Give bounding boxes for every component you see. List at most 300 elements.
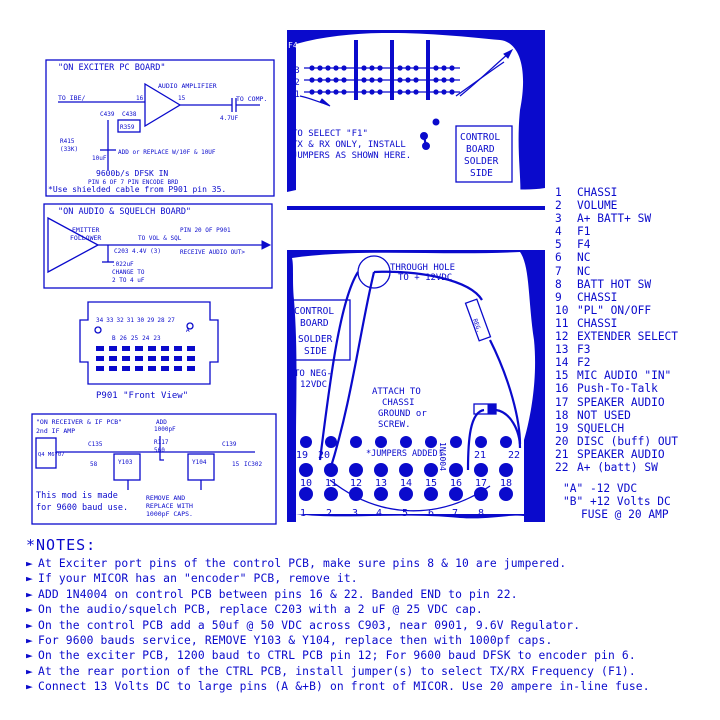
rx-audio-label: RECEIVE AUDIO OUT> <box>180 249 246 256</box>
shield-note: *Use shielded cable from P901 pin 35. <box>48 185 227 194</box>
note-text: For 9600 bauds service, REMOVE Y103 & Y104, replace then with 1000pf caps. <box>38 634 553 648</box>
jumper-pad <box>413 65 418 70</box>
through-hole-label: THROUGH HOLE <box>390 263 456 273</box>
to-comp-label: TO COMP. <box>236 95 268 103</box>
audio-squelch-panel <box>44 204 272 288</box>
arrow-icon: ► <box>26 649 33 663</box>
fuse-line: FUSE @ 20 AMP <box>581 508 669 521</box>
jumper-pad <box>309 77 314 82</box>
connector-pin <box>161 356 169 361</box>
remove-note-1: REMOVE AND <box>146 494 186 502</box>
r117-value: 560 <box>154 447 165 454</box>
pin-list-item <box>555 225 720 238</box>
pin-list-item <box>555 356 720 369</box>
jumper-pad <box>341 65 346 70</box>
jumper-pad <box>341 89 346 94</box>
jumper-pad <box>377 41 382 46</box>
jumper-pad <box>441 89 446 94</box>
exciter-board-panel <box>46 60 274 196</box>
pin-function: NOT USED <box>577 408 631 422</box>
row-pin-label: 16 <box>450 478 463 489</box>
pin-list-item <box>555 199 720 212</box>
row-pin-label: 15 <box>425 478 438 489</box>
control-pad <box>474 463 488 477</box>
pin-number: 15 <box>555 369 569 383</box>
control-board-bottom <box>287 250 545 522</box>
bottom-pin-label: 6 <box>428 508 435 519</box>
note-line <box>26 571 716 586</box>
control-pad <box>500 436 512 448</box>
jumper-pad <box>413 77 418 82</box>
connector-pin <box>122 366 130 371</box>
note-line <box>26 556 716 571</box>
pin-number: 14 <box>555 356 569 370</box>
control-pad <box>349 487 363 501</box>
note-text: If your MICOR has an "encoder" PCB, remove it. <box>38 572 358 586</box>
jumper-pad <box>397 65 402 70</box>
control-pad <box>499 487 513 501</box>
board-label-1: CONTROL <box>460 132 501 143</box>
receiver-board-panel <box>32 414 276 524</box>
connector-pin <box>135 356 143 361</box>
jumper-pad <box>333 65 338 70</box>
p901-top-pins: 34 33 32 31 30 29 28 27 <box>96 317 175 324</box>
follower-label: FOLLOWER <box>70 234 102 242</box>
bottom-pin-label: 7 <box>452 508 459 519</box>
control-pad <box>424 487 438 501</box>
board-label-3: SOLDER <box>464 156 499 167</box>
connector-pin <box>109 356 117 361</box>
jumper-pad <box>377 77 382 82</box>
connector-pin <box>148 366 156 371</box>
bottom-pin-label: 8 <box>478 508 485 519</box>
pin-list-item <box>555 238 720 251</box>
pin-function: F3 <box>577 343 591 357</box>
to-neg-volts: 12VDC <box>300 380 328 390</box>
row-pin-label: 10 <box>300 478 313 489</box>
jumper-pad <box>325 65 330 70</box>
ic-label: Q4 M6707 <box>38 452 65 458</box>
connector-pin <box>174 366 182 371</box>
control-pad <box>374 463 388 477</box>
jumper-pad <box>369 41 374 46</box>
row-pin-label: 13 <box>375 478 388 489</box>
jumper-pad <box>341 77 346 82</box>
connector-pin <box>161 366 169 371</box>
jumper-pad <box>433 41 438 46</box>
jumper-bar <box>354 40 358 100</box>
jumper-pad <box>377 89 382 94</box>
note-text: At the rear portion of the CTRL PCB, install jumper(s) to select TX/RX Frequency (F1). <box>38 664 636 678</box>
baud-note: 9600b/s DFSK IN <box>96 169 169 178</box>
control-pad <box>425 436 437 448</box>
c203-label: C203 4.4V (3) <box>114 248 161 255</box>
bottom-board-label-4: SIDE <box>304 346 327 357</box>
pin-function: BATT HOT SW <box>577 277 652 291</box>
control-pad <box>374 487 388 501</box>
attach-label-3: GROUND or <box>378 409 427 419</box>
jumper-pad <box>433 89 438 94</box>
jumper-pad <box>317 77 322 82</box>
jumper-pad <box>361 41 366 46</box>
pin-function: SPEAKER AUDIO <box>577 447 665 461</box>
pin-list-item <box>555 265 720 278</box>
jumper-pad <box>361 77 366 82</box>
jumper-pad <box>405 41 410 46</box>
pin-note: PIN 6 OF 7 PIN ENCODE BRD <box>88 179 179 186</box>
remove-note-3: 1000pF CAPS. <box>146 510 193 518</box>
jumper-pad <box>317 41 322 46</box>
to-ibe-label: TO IBE/ <box>58 94 86 102</box>
receiver-subtitle: 2nd IF AMP <box>36 427 76 435</box>
note-line <box>26 664 716 679</box>
connector-pin <box>96 346 104 351</box>
bottom-pin-label: 5 <box>402 508 409 519</box>
control-pad <box>299 487 313 501</box>
pin-function: CHASSI <box>577 316 618 330</box>
note-text: ADD 1N4004 on control PCB between pins 16 & 22. Banded END to pin 22. <box>38 587 518 601</box>
jumper-pad <box>397 77 402 82</box>
jumper-pad <box>441 77 446 82</box>
control-board-top <box>287 30 545 210</box>
freq-label-f2: F2 <box>289 78 300 88</box>
control-pad <box>324 463 338 477</box>
connector-pin <box>187 366 195 371</box>
pin-number: 20 <box>555 434 569 448</box>
notes-heading: *NOTES: <box>26 536 97 554</box>
exciter-title: "ON EXCITER PC BOARD" <box>58 63 166 73</box>
r415-label: R415 <box>60 138 75 145</box>
connector-pin <box>135 346 143 351</box>
c203-value: .022uF <box>112 261 134 268</box>
c135-label: C135 <box>88 441 103 448</box>
jumper-bar <box>390 40 394 100</box>
pin-list-item <box>555 278 720 291</box>
jumper-pad <box>397 41 402 46</box>
connector-pin <box>148 346 156 351</box>
pin-15-label: 15 <box>178 95 186 102</box>
pin-list-item <box>555 461 720 474</box>
control-pad <box>449 463 463 477</box>
board-label-4: SIDE <box>470 168 493 179</box>
jumper-pad <box>325 77 330 82</box>
pin-function: SQUELCH <box>577 421 625 435</box>
audio-title: "ON AUDIO & SQUELCH BOARD" <box>58 207 192 217</box>
jumper-pad <box>441 65 446 70</box>
jumper-pad <box>309 65 314 70</box>
pin-function: A+ BATT+ SW <box>577 212 652 226</box>
control-pad <box>499 463 513 477</box>
freq-label-f4: F4 <box>288 41 298 50</box>
change-label: CHANGE TO <box>112 269 145 276</box>
arrow-icon: ► <box>26 603 33 617</box>
jumper-pad <box>341 41 346 46</box>
jumper-pad <box>309 41 314 46</box>
upper-pin-label: 22 <box>508 450 521 461</box>
pin-list-item <box>555 291 720 304</box>
add-label: ADD <box>156 419 167 426</box>
jumper-pad <box>333 89 338 94</box>
pin-number: 12 <box>555 330 569 344</box>
arrow-icon: ► <box>26 557 33 570</box>
row-pin-label: 14 <box>400 478 413 489</box>
pin-function: EXTENDER SELECT <box>577 330 679 344</box>
jumper-pad <box>369 77 374 82</box>
cap-note: ADD or REPLACE W/10F & 10UF <box>118 149 216 156</box>
connector-pin <box>109 366 117 371</box>
change-value: 2 TO 4 uF <box>112 277 145 284</box>
pin-number: 16 <box>555 382 569 396</box>
attach-label-2: CHASSI <box>382 398 415 408</box>
row-pin-label: 18 <box>500 478 513 489</box>
c439-label: C439 <box>100 111 115 118</box>
pin-number: 17 <box>555 395 569 409</box>
jumper-pad <box>325 41 330 46</box>
emitter-label: EMITTER <box>72 226 100 234</box>
y103-label: Y103 <box>118 459 133 466</box>
note-line <box>26 587 716 602</box>
r415-value: (33K) <box>60 146 79 153</box>
note-line <box>26 633 716 648</box>
mod-note-2: for 9600 baud use. <box>36 503 129 513</box>
note-line <box>26 648 716 663</box>
jumper-bar <box>426 40 430 100</box>
pin-list-item <box>555 317 720 330</box>
control-pad <box>350 436 362 448</box>
c139-label: C139 <box>222 441 237 448</box>
row-pin-label: 11 <box>325 478 338 489</box>
pin-number: 1 <box>555 186 562 199</box>
notes-section <box>26 536 716 695</box>
pin-number: 7 <box>555 264 562 278</box>
cap-value-label: 4.7UF <box>220 115 239 122</box>
pin-list-item <box>555 304 720 317</box>
pin-function: F1 <box>577 225 591 239</box>
select-note-3: JUMPERS AS SHOWN HERE. <box>292 151 412 161</box>
jumper-pad <box>317 89 322 94</box>
jumper-pad <box>449 89 454 94</box>
note-text: On the audio/squelch PCB, replace C203 with a 2 uF @ 25 VDC cap. <box>38 603 483 617</box>
bottom-pin-label: 1 <box>300 508 307 519</box>
pin-list-item <box>555 396 720 409</box>
arrow-icon: ► <box>26 680 33 694</box>
jumper-pad <box>333 77 338 82</box>
p901-caption: P901 "Front View" <box>96 391 189 401</box>
jumper-pad <box>369 65 374 70</box>
resistor-label: REG. <box>470 317 483 334</box>
bottom-pin-label: 3 <box>352 508 359 519</box>
connector-pin <box>148 356 156 361</box>
pin-function: VOLUME <box>577 199 618 213</box>
diode-label: 1N4004 <box>438 442 447 471</box>
arrow-icon: ► <box>26 572 33 586</box>
jumper-pad <box>413 41 418 46</box>
control-pad <box>475 436 487 448</box>
jumper-pad <box>397 89 402 94</box>
c438-label: C438 <box>122 111 137 118</box>
jumper-pad <box>325 89 330 94</box>
pin-list-item <box>555 409 720 422</box>
pin-list-item <box>555 251 720 264</box>
pin-list-item <box>555 330 720 343</box>
pin-number: 5 <box>555 238 562 252</box>
board-label-2: BOARD <box>466 144 495 155</box>
p901-a-label: A <box>186 327 190 334</box>
connector-pin <box>187 346 195 351</box>
row-pin-label: 12 <box>350 478 363 489</box>
receiver-title: "ON RECEIVER & IF PCB" <box>36 418 123 426</box>
jumper-pad <box>405 89 410 94</box>
arrow-icon: ► <box>26 664 33 678</box>
r359-label: R359 <box>120 124 135 131</box>
pin-function: NC <box>577 264 591 278</box>
remove-note-2: REPLACE WITH <box>146 502 193 510</box>
pin-list-item <box>555 212 720 225</box>
pin-number: 19 <box>555 421 569 435</box>
audio-amp-label: AUDIO AMPLIFIER <box>158 82 217 90</box>
voltage-legend <box>563 482 713 521</box>
jumper-pad <box>377 65 382 70</box>
y104-label: Y104 <box>192 459 207 466</box>
connector-pin <box>96 366 104 371</box>
pin-list-item <box>555 343 720 356</box>
to-neg-label: TO NEG- <box>294 369 332 379</box>
pin-function: MIC AUDIO "IN" <box>577 369 672 383</box>
control-pad <box>400 436 412 448</box>
jumper-pad <box>309 89 314 94</box>
pin-function: A+ (batt) SW <box>577 460 658 474</box>
arrow-icon: ► <box>26 587 33 601</box>
pin-function: F4 <box>577 238 591 252</box>
r117-label: R117 <box>154 439 169 446</box>
pin-list-item <box>555 448 720 461</box>
mod-note-1: This mod is made <box>36 491 118 501</box>
pin-list-item <box>555 382 720 395</box>
pin-function: F2 <box>577 356 591 370</box>
connector-pin <box>109 346 117 351</box>
bottom-board-label-3: SOLDER <box>298 334 333 345</box>
control-pad <box>450 436 462 448</box>
pin-15b-label: 15 <box>232 461 240 468</box>
pin-function: "PL" ON/OFF <box>577 303 652 317</box>
jumper-pad <box>405 65 410 70</box>
connector-pin <box>122 356 130 361</box>
pin-number: 3 <box>555 212 562 226</box>
pin-number: 6 <box>555 251 562 265</box>
pin-number: 10 <box>555 303 569 317</box>
select-note-2: TX & RX ONLY, INSTALL <box>292 140 406 150</box>
arrow-icon: ► <box>26 634 33 648</box>
jumper-pad <box>433 65 438 70</box>
pin-number: 22 <box>555 460 569 474</box>
pin-list-item <box>555 186 720 199</box>
control-pad <box>349 463 363 477</box>
pin-number: 21 <box>555 447 569 461</box>
ic302-label: IC302 <box>244 461 263 468</box>
note-line <box>26 618 716 633</box>
connector-pin <box>135 366 143 371</box>
upper-pin-label: 21 <box>474 450 487 461</box>
add-value: 1000pF <box>154 426 176 433</box>
pin-58-label: 58 <box>90 461 98 468</box>
pin-number: 9 <box>555 290 562 304</box>
note-line <box>26 679 716 694</box>
bottom-board-label-1: CONTROL <box>294 306 335 317</box>
pin-function: NC <box>577 251 591 265</box>
through-hole-volts: TO + 12VDC <box>398 273 453 283</box>
to-vol-label: TO VOL & SQL <box>138 235 182 242</box>
connector-pin <box>96 356 104 361</box>
freq-label-f3: F3 <box>289 66 300 76</box>
pin-list-item <box>555 422 720 435</box>
jumper-pad <box>449 77 454 82</box>
bottom-pin-label: 4 <box>376 508 383 519</box>
pin-function: DISC (buff) OUT <box>577 434 679 448</box>
bottom-board-label-2: BOARD <box>300 318 329 329</box>
control-pad <box>474 487 488 501</box>
jumper-pad <box>333 41 338 46</box>
jumper-pad <box>317 65 322 70</box>
control-pad <box>399 487 413 501</box>
connector-pin <box>161 346 169 351</box>
pin-function: CHASSI <box>577 186 618 199</box>
p901-connector <box>80 302 218 401</box>
pin-number: 2 <box>555 199 562 213</box>
connector-pin <box>122 346 130 351</box>
row-pin-label: 17 <box>475 478 488 489</box>
control-pad <box>375 436 387 448</box>
jumper-pad <box>369 89 374 94</box>
pin-number: 13 <box>555 343 569 357</box>
arrow-icon: ► <box>26 618 33 632</box>
pin-function: SPEAKER AUDIO <box>577 395 665 409</box>
note-text: On the exciter PCB, 1200 baud to CTRL PCB pin 12; For 9600 baud DFSK to encoder pin 6. <box>38 649 636 663</box>
note-text: On the control PCB add a 50uf @ 50 VDC across C903, near 0901, 9.6V Regulator. <box>38 618 581 632</box>
pin-number: 11 <box>555 316 569 330</box>
pin-function: CHASSI <box>577 290 618 304</box>
control-pad <box>300 436 312 448</box>
jumper-pad <box>449 65 454 70</box>
pin-list-item <box>555 369 720 382</box>
control-pad <box>399 463 413 477</box>
jumper-pad <box>361 89 366 94</box>
cap-10uf-label: 10uF <box>92 155 107 162</box>
pin-function: Push-To-Talk <box>577 382 658 396</box>
pin-number: 8 <box>555 277 562 291</box>
jumper-pad <box>441 41 446 46</box>
jumper-pad <box>449 41 454 46</box>
amplifier-symbol <box>145 84 180 126</box>
connector-pin <box>174 356 182 361</box>
jumper-pad <box>413 89 418 94</box>
connector-pin <box>187 356 195 361</box>
control-pad <box>299 463 313 477</box>
attach-label-1: ATTACH TO <box>372 387 421 397</box>
pin20-label: PIN 20 OF P901 <box>180 227 231 234</box>
connector-pin <box>174 346 182 351</box>
pin-list-item <box>555 435 720 448</box>
jumper-pad <box>361 65 366 70</box>
select-note-1: TO SELECT "F1" <box>292 129 368 139</box>
control-pad <box>324 487 338 501</box>
p901-mid-pins: B 26 25 24 23 <box>112 335 161 342</box>
upper-pin-label: 20 <box>318 450 331 461</box>
pin-number: 4 <box>555 225 562 239</box>
a-line: "A" -12 VDC <box>563 482 638 495</box>
control-pad <box>449 487 463 501</box>
attach-label-4: SCREW. <box>378 420 411 430</box>
note-line <box>26 602 716 617</box>
